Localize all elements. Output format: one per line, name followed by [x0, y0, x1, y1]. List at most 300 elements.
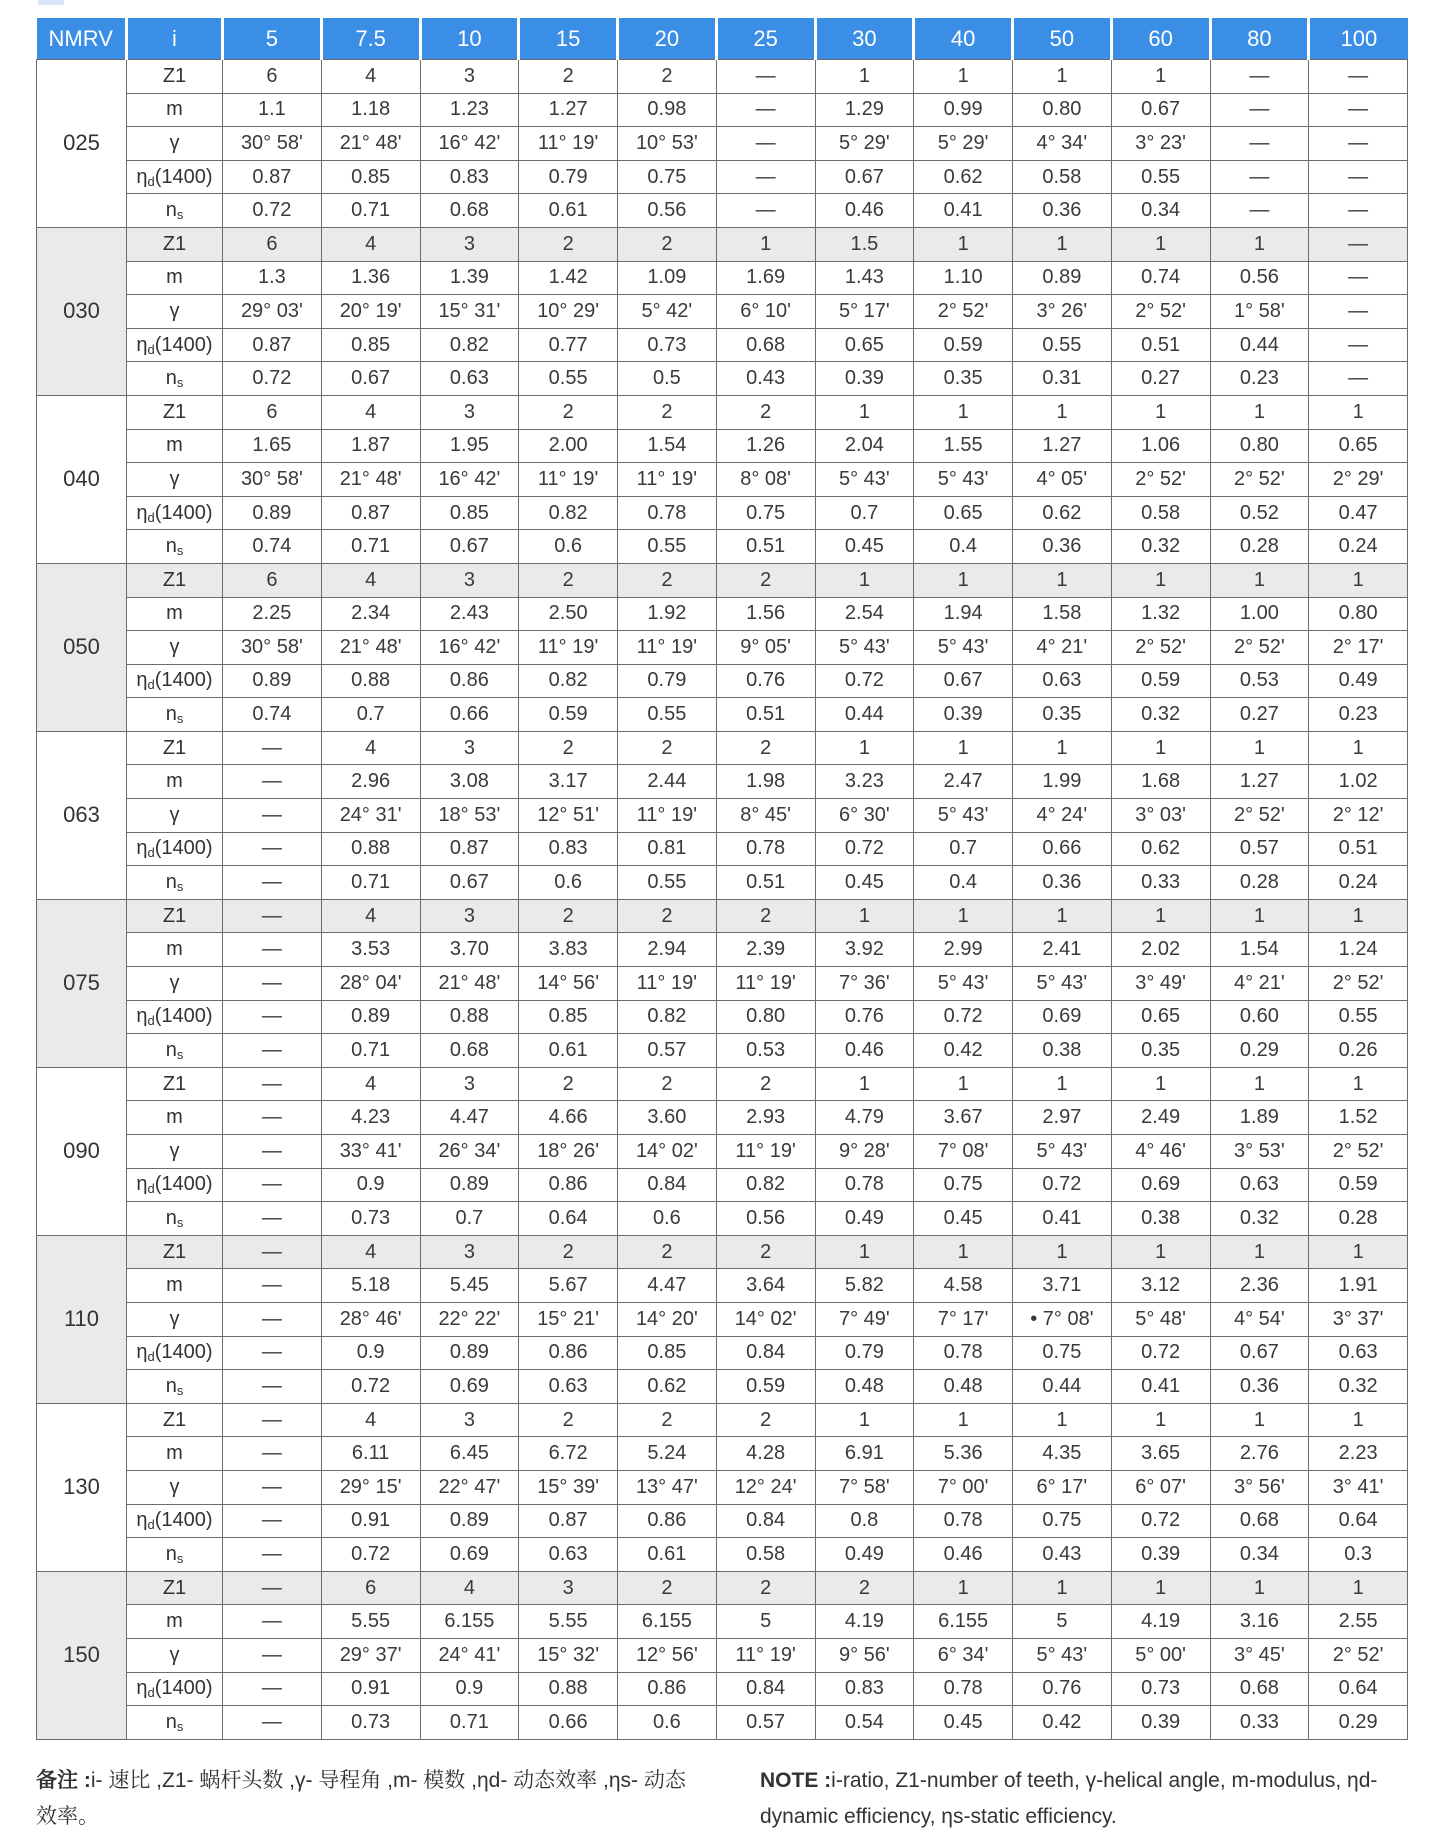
- value-cell: 0.33: [1210, 1706, 1309, 1740]
- param-cell: $\eta_d(1400)$: [127, 328, 223, 362]
- header-cell: 100: [1309, 18, 1408, 60]
- value-cell: 0.86: [618, 1504, 717, 1538]
- value-cell: 22° 22': [420, 1302, 519, 1336]
- value-cell: 1: [1111, 60, 1210, 94]
- value-cell: 3: [420, 731, 519, 765]
- table-row: [37, 1437, 1408, 1471]
- value-cell: 0.56: [716, 1202, 815, 1236]
- param-cell: m: [127, 1101, 223, 1135]
- value-cell: 0.86: [519, 1336, 618, 1370]
- value-cell: 0.34: [1111, 194, 1210, 228]
- value-cell: 1.43: [815, 261, 914, 295]
- value-cell: 3: [420, 227, 519, 261]
- value-cell: 2: [519, 60, 618, 94]
- param-cell: m: [127, 765, 223, 799]
- value-cell: 0.72: [1111, 1504, 1210, 1538]
- value-cell: 1.00: [1210, 597, 1309, 631]
- value-cell: 0.74: [223, 698, 322, 732]
- value-cell: 0.69: [1013, 1000, 1112, 1034]
- param-cell: $\eta_d(1400)$: [127, 1000, 223, 1034]
- value-cell: 0.32: [1309, 1370, 1408, 1404]
- value-cell: 2: [519, 1235, 618, 1269]
- value-cell: —: [223, 1538, 322, 1572]
- value-cell: —: [1309, 261, 1408, 295]
- value-cell: 4: [321, 1403, 420, 1437]
- model-cell: 025: [37, 60, 127, 228]
- table-row: [37, 1370, 1408, 1404]
- value-cell: 4° 21': [1210, 967, 1309, 1001]
- value-cell: 3.92: [815, 933, 914, 967]
- value-cell: —: [1309, 295, 1408, 329]
- value-cell: 0.73: [321, 1706, 420, 1740]
- value-cell: 2.76: [1210, 1437, 1309, 1471]
- value-cell: 4: [321, 227, 420, 261]
- value-cell: 11° 19': [716, 1638, 815, 1672]
- param-cell: $n_s$: [127, 1202, 223, 1236]
- value-cell: 11° 19': [519, 463, 618, 497]
- value-cell: 0.53: [716, 1034, 815, 1068]
- value-cell: 1: [1111, 899, 1210, 933]
- value-cell: 0.39: [1111, 1706, 1210, 1740]
- value-cell: 2: [716, 395, 815, 429]
- value-cell: 1: [815, 1403, 914, 1437]
- value-cell: 0.6: [618, 1202, 717, 1236]
- value-cell: 0.67: [420, 530, 519, 564]
- value-cell: 2° 29': [1309, 463, 1408, 497]
- value-cell: —: [716, 93, 815, 127]
- value-cell: —: [1210, 194, 1309, 228]
- table-row: [37, 1571, 1408, 1605]
- value-cell: 0.28: [1210, 530, 1309, 564]
- value-cell: 6° 30': [815, 799, 914, 833]
- value-cell: 5.55: [519, 1605, 618, 1639]
- value-cell: —: [1210, 127, 1309, 161]
- value-cell: 1: [1210, 1067, 1309, 1101]
- value-cell: 0.74: [223, 530, 322, 564]
- table-row: [37, 1403, 1408, 1437]
- value-cell: 1: [914, 563, 1013, 597]
- value-cell: 3° 23': [1111, 127, 1210, 161]
- value-cell: 0.49: [1309, 664, 1408, 698]
- table-row: [37, 1504, 1408, 1538]
- value-cell: 0.77: [519, 328, 618, 362]
- value-cell: 0.86: [420, 664, 519, 698]
- param-cell: m: [127, 597, 223, 631]
- table-row: [37, 1202, 1408, 1236]
- header-cell: 80: [1210, 18, 1309, 60]
- value-cell: 12° 51': [519, 799, 618, 833]
- value-cell: 0.41: [914, 194, 1013, 228]
- table-row: [37, 832, 1408, 866]
- value-cell: 0.84: [618, 1168, 717, 1202]
- param-cell: Z1: [127, 227, 223, 261]
- value-cell: 0.26: [1309, 1034, 1408, 1068]
- value-cell: 2.44: [618, 765, 717, 799]
- value-cell: 11° 19': [519, 631, 618, 665]
- value-cell: 6: [223, 60, 322, 94]
- value-cell: —: [223, 1437, 322, 1471]
- model-group: [37, 395, 1408, 563]
- value-cell: 0.9: [321, 1168, 420, 1202]
- value-cell: 1: [1210, 1235, 1309, 1269]
- model-group: [37, 1235, 1408, 1403]
- value-cell: 5° 48': [1111, 1302, 1210, 1336]
- value-cell: 0.53: [1210, 664, 1309, 698]
- model-group: [37, 1571, 1408, 1739]
- value-cell: 0.82: [618, 1000, 717, 1034]
- value-cell: 1: [1210, 395, 1309, 429]
- value-cell: —: [223, 1235, 322, 1269]
- value-cell: 5.18: [321, 1269, 420, 1303]
- value-cell: —: [716, 194, 815, 228]
- value-cell: 18° 26': [519, 1135, 618, 1169]
- value-cell: 0.65: [815, 328, 914, 362]
- value-cell: 3.70: [420, 933, 519, 967]
- value-cell: 0.85: [519, 1000, 618, 1034]
- value-cell: 0.49: [815, 1202, 914, 1236]
- value-cell: 1: [815, 731, 914, 765]
- param-cell: m: [127, 933, 223, 967]
- value-cell: 4° 54': [1210, 1302, 1309, 1336]
- param-cell: Z1: [127, 1403, 223, 1437]
- value-cell: 2: [618, 1571, 717, 1605]
- value-cell: 24° 41': [420, 1638, 519, 1672]
- value-cell: 0.59: [716, 1370, 815, 1404]
- value-cell: 0.84: [716, 1672, 815, 1706]
- value-cell: 5° 43': [1013, 1638, 1112, 1672]
- value-cell: 5: [716, 1605, 815, 1639]
- value-cell: 2: [519, 899, 618, 933]
- table-row: [37, 899, 1408, 933]
- header-cell: 10: [420, 18, 519, 60]
- value-cell: 0.45: [914, 1202, 1013, 1236]
- value-cell: 1: [1111, 1403, 1210, 1437]
- model-group: [37, 563, 1408, 731]
- value-cell: 6° 10': [716, 295, 815, 329]
- value-cell: —: [223, 1000, 322, 1034]
- table-row: [37, 93, 1408, 127]
- value-cell: 1.89: [1210, 1101, 1309, 1135]
- value-cell: 3.17: [519, 765, 618, 799]
- table-row: [37, 362, 1408, 396]
- value-cell: 0.51: [1111, 328, 1210, 362]
- value-cell: 0.24: [1309, 866, 1408, 900]
- value-cell: 0.6: [519, 866, 618, 900]
- model-group: [37, 731, 1408, 899]
- value-cell: 3° 26': [1013, 295, 1112, 329]
- value-cell: 7° 58': [815, 1470, 914, 1504]
- value-cell: 2.49: [1111, 1101, 1210, 1135]
- value-cell: 0.66: [519, 1706, 618, 1740]
- value-cell: 0.44: [1210, 328, 1309, 362]
- value-cell: 2.97: [1013, 1101, 1112, 1135]
- value-cell: 22° 47': [420, 1470, 519, 1504]
- value-cell: 3: [420, 395, 519, 429]
- value-cell: 0.63: [1309, 1336, 1408, 1370]
- table-row: [37, 631, 1408, 665]
- value-cell: 29° 15': [321, 1470, 420, 1504]
- value-cell: 2.43: [420, 597, 519, 631]
- value-cell: 0.71: [321, 1034, 420, 1068]
- value-cell: 0.67: [321, 362, 420, 396]
- value-cell: —: [1309, 160, 1408, 194]
- value-cell: 0.45: [815, 530, 914, 564]
- value-cell: 0.75: [914, 1168, 1013, 1202]
- value-cell: 1: [1013, 1235, 1112, 1269]
- value-cell: 0.67: [1111, 93, 1210, 127]
- value-cell: 0.47: [1309, 496, 1408, 530]
- value-cell: —: [223, 1101, 322, 1135]
- value-cell: 1: [914, 1067, 1013, 1101]
- value-cell: 6: [321, 1571, 420, 1605]
- value-cell: 7° 08': [914, 1135, 1013, 1169]
- param-cell: m: [127, 93, 223, 127]
- value-cell: 4: [321, 395, 420, 429]
- value-cell: 20° 19': [321, 295, 420, 329]
- value-cell: 0.5: [618, 362, 717, 396]
- value-cell: 5° 29': [815, 127, 914, 161]
- value-cell: 2: [716, 1571, 815, 1605]
- value-cell: 6: [223, 227, 322, 261]
- value-cell: 4.28: [716, 1437, 815, 1471]
- value-cell: 0.71: [420, 1706, 519, 1740]
- table-row: [37, 1135, 1408, 1169]
- value-cell: 5° 43': [815, 463, 914, 497]
- value-cell: 0.88: [321, 832, 420, 866]
- value-cell: 4: [420, 1571, 519, 1605]
- value-cell: 28° 04': [321, 967, 420, 1001]
- value-cell: 2: [618, 1067, 717, 1101]
- value-cell: 1: [1111, 1067, 1210, 1101]
- value-cell: 0.35: [1013, 698, 1112, 732]
- value-cell: 2: [716, 1235, 815, 1269]
- value-cell: 3: [420, 563, 519, 597]
- value-cell: 24° 31': [321, 799, 420, 833]
- value-cell: 1.27: [1013, 429, 1112, 463]
- value-cell: 0.35: [914, 362, 1013, 396]
- table-row: [37, 597, 1408, 631]
- value-cell: 0.78: [914, 1504, 1013, 1538]
- value-cell: 1: [1309, 1067, 1408, 1101]
- value-cell: 12° 56': [618, 1638, 717, 1672]
- value-cell: 0.57: [1210, 832, 1309, 866]
- value-cell: 2.36: [1210, 1269, 1309, 1303]
- value-cell: 0.78: [914, 1672, 1013, 1706]
- value-cell: 1.99: [1013, 765, 1112, 799]
- value-cell: 29° 03': [223, 295, 322, 329]
- value-cell: 28° 46': [321, 1302, 420, 1336]
- value-cell: 1.23: [420, 93, 519, 127]
- value-cell: 29° 37': [321, 1638, 420, 1672]
- header-cell: 15: [519, 18, 618, 60]
- value-cell: 0.67: [815, 160, 914, 194]
- value-cell: —: [223, 1034, 322, 1068]
- value-cell: 0.99: [914, 93, 1013, 127]
- value-cell: 0.73: [321, 1202, 420, 1236]
- value-cell: 12° 24': [716, 1470, 815, 1504]
- value-cell: 1.10: [914, 261, 1013, 295]
- value-cell: 2: [618, 227, 717, 261]
- value-cell: 0.55: [618, 530, 717, 564]
- value-cell: 0.59: [1111, 664, 1210, 698]
- value-cell: 0.89: [223, 664, 322, 698]
- value-cell: 2.99: [914, 933, 1013, 967]
- param-cell: $n_s$: [127, 698, 223, 732]
- value-cell: 5° 43': [914, 463, 1013, 497]
- value-cell: 0.62: [1013, 496, 1112, 530]
- value-cell: 6.91: [815, 1437, 914, 1471]
- header-cell: 50: [1013, 18, 1112, 60]
- value-cell: 4: [321, 1235, 420, 1269]
- value-cell: 21° 48': [321, 631, 420, 665]
- value-cell: 0.31: [1013, 362, 1112, 396]
- value-cell: 0.38: [1013, 1034, 1112, 1068]
- value-cell: 5° 43': [914, 967, 1013, 1001]
- value-cell: 0.61: [519, 194, 618, 228]
- value-cell: 0.72: [321, 1538, 420, 1572]
- value-cell: 0.43: [1013, 1538, 1112, 1572]
- value-cell: 0.86: [519, 1168, 618, 1202]
- value-cell: 3: [420, 1067, 519, 1101]
- value-cell: 0.78: [716, 832, 815, 866]
- value-cell: 1: [815, 1235, 914, 1269]
- value-cell: 0.46: [815, 194, 914, 228]
- value-cell: 0.85: [321, 160, 420, 194]
- value-cell: 11° 19': [618, 967, 717, 1001]
- value-cell: 0.87: [223, 160, 322, 194]
- value-cell: —: [223, 866, 322, 900]
- value-cell: 0.68: [420, 194, 519, 228]
- value-cell: 0.61: [618, 1538, 717, 1572]
- value-cell: 0.88: [321, 664, 420, 698]
- value-cell: 1.5: [815, 227, 914, 261]
- value-cell: 8° 45': [716, 799, 815, 833]
- table-row: [37, 765, 1408, 799]
- value-cell: 15° 39': [519, 1470, 618, 1504]
- value-cell: 1: [1309, 563, 1408, 597]
- value-cell: 6.45: [420, 1437, 519, 1471]
- value-cell: 1.02: [1309, 765, 1408, 799]
- value-cell: 4: [321, 731, 420, 765]
- value-cell: 3: [420, 1235, 519, 1269]
- value-cell: 1.69: [716, 261, 815, 295]
- value-cell: 0.57: [618, 1034, 717, 1068]
- param-cell: $\eta_d(1400)$: [127, 1672, 223, 1706]
- param-cell: $\eta_d(1400)$: [127, 160, 223, 194]
- table-row: [37, 967, 1408, 1001]
- value-cell: 11° 19': [618, 631, 717, 665]
- value-cell: 10° 29': [519, 295, 618, 329]
- value-cell: 1: [914, 1571, 1013, 1605]
- value-cell: 1.24: [1309, 933, 1408, 967]
- value-cell: 2.04: [815, 429, 914, 463]
- value-cell: 0.55: [1013, 328, 1112, 362]
- value-cell: —: [1210, 60, 1309, 94]
- value-cell: —: [1309, 194, 1408, 228]
- value-cell: 2° 52': [1111, 463, 1210, 497]
- value-cell: —: [223, 1638, 322, 1672]
- model-group: [37, 1403, 1408, 1571]
- value-cell: 2: [716, 1403, 815, 1437]
- value-cell: 3.64: [716, 1269, 815, 1303]
- value-cell: 0.88: [519, 1672, 618, 1706]
- value-cell: 2.02: [1111, 933, 1210, 967]
- value-cell: 0.82: [519, 496, 618, 530]
- header-cell: 30: [815, 18, 914, 60]
- value-cell: 1: [1309, 731, 1408, 765]
- value-cell: 0.65: [914, 496, 1013, 530]
- value-cell: 5.24: [618, 1437, 717, 1471]
- value-cell: —: [1309, 328, 1408, 362]
- value-cell: 4° 21': [1013, 631, 1112, 665]
- value-cell: 1: [1013, 1571, 1112, 1605]
- model-cell: 090: [37, 1067, 127, 1235]
- param-cell: γ: [127, 1302, 223, 1336]
- value-cell: 0.82: [519, 664, 618, 698]
- value-cell: 0.45: [815, 866, 914, 900]
- value-cell: 1.94: [914, 597, 1013, 631]
- value-cell: 1: [1013, 227, 1112, 261]
- value-cell: —: [223, 1067, 322, 1101]
- value-cell: 1: [1210, 1571, 1309, 1605]
- table-row: [37, 463, 1408, 497]
- value-cell: 1.36: [321, 261, 420, 295]
- value-cell: 0.65: [1111, 1000, 1210, 1034]
- model-cell: 050: [37, 563, 127, 731]
- value-cell: 2° 52': [1111, 631, 1210, 665]
- value-cell: 0.73: [618, 328, 717, 362]
- value-cell: 1.09: [618, 261, 717, 295]
- value-cell: 0.55: [519, 362, 618, 396]
- value-cell: 0.55: [618, 698, 717, 732]
- value-cell: 0.59: [519, 698, 618, 732]
- value-cell: 16° 42': [420, 631, 519, 665]
- value-cell: 1: [1013, 395, 1112, 429]
- value-cell: 6° 34': [914, 1638, 1013, 1672]
- value-cell: 0.42: [914, 1034, 1013, 1068]
- param-cell: $\eta_d(1400)$: [127, 1504, 223, 1538]
- value-cell: 0.67: [914, 664, 1013, 698]
- value-cell: 11° 19': [716, 967, 815, 1001]
- value-cell: 0.79: [519, 160, 618, 194]
- note-en-text: i-ratio, Z1-number of teeth, γ-helical angle, m-modulus, ηd-dynamic efficiency, ηs-static efficiency.: [760, 1769, 1378, 1828]
- value-cell: 7° 00': [914, 1470, 1013, 1504]
- value-cell: 3.71: [1013, 1269, 1112, 1303]
- value-cell: 6° 07': [1111, 1470, 1210, 1504]
- value-cell: 0.68: [1210, 1672, 1309, 1706]
- value-cell: 0.43: [716, 362, 815, 396]
- value-cell: 4.35: [1013, 1437, 1112, 1471]
- value-cell: 0.58: [716, 1538, 815, 1572]
- model-group: [37, 1067, 1408, 1235]
- value-cell: 2: [618, 563, 717, 597]
- param-cell: Z1: [127, 1571, 223, 1605]
- header-cell: i: [127, 18, 223, 60]
- value-cell: 0.7: [815, 496, 914, 530]
- value-cell: 0.62: [618, 1370, 717, 1404]
- value-cell: 1.27: [1210, 765, 1309, 799]
- value-cell: 0.63: [420, 362, 519, 396]
- value-cell: 1.95: [420, 429, 519, 463]
- value-cell: 1: [914, 395, 1013, 429]
- value-cell: 0.83: [519, 832, 618, 866]
- table-row: [37, 698, 1408, 732]
- value-cell: 3.65: [1111, 1437, 1210, 1471]
- value-cell: 1: [914, 731, 1013, 765]
- table-row: [37, 429, 1408, 463]
- value-cell: 0.72: [223, 194, 322, 228]
- param-cell: $n_s$: [127, 362, 223, 396]
